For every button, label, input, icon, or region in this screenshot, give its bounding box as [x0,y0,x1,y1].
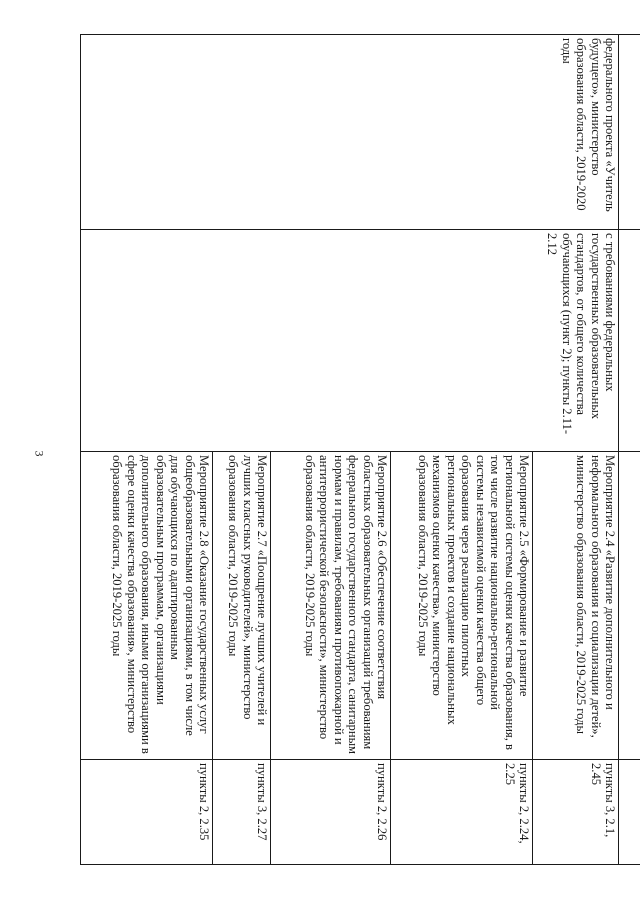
cell-text: пункты 3, 2.27 [255,763,269,841]
measure-cell [533,452,619,760]
points-cell [81,760,213,865]
cell-text: Мероприятие 2.6 «Обеспечение соответствия областных образовательных организаций требованиям федерального государственного стандарта, санитарным нормам и правилам, требованиям противопожарной и антитеррористической безопасности», министерство образования области, 2019-2025 годы [302,455,389,755]
program-table [80,34,640,865]
table-row [533,35,619,865]
points-cell [391,760,533,865]
points-cell [533,760,619,865]
cell-text: пункты 2, 2.24, 2.25 [502,763,531,844]
table-wrapper [82,34,640,864]
measure-cell [391,452,533,760]
page-number: 3 [32,450,47,457]
cell-text: Мероприятие 2.4 «Развитие дополнительного и неформального образования и социализации детей», министерство образования области, 2019-2025 годы [574,455,617,738]
indicator-cell [81,230,619,452]
table-cell [619,452,640,760]
measure-cell [271,452,391,760]
cell-text: Мероприятие 2.7 «Поощрение лучших учителей и лучших классных руководителей», министерство образования области, 2019-2025 годы [226,455,269,726]
cell-text: Мероприятие 2.8 «Оказание государственных услуг общеобразовательными организациями, в том числе для обучающихся по адаптированным образовательным программам, организациями дополнительного образования, иными организациями в сфере оценки качества образования», министерство образования области, 2019-2025 годы [110,455,211,754]
project-cell [81,35,619,230]
table-cell [619,760,640,865]
measure-cell [81,452,213,760]
table-cell [619,35,640,230]
table-cell [619,230,640,452]
cell-text: пункты 2, 2.26 [375,763,389,841]
cell-text: пункты 2, 2.35 [197,763,211,841]
points-cell [213,760,271,865]
cell-text: Мероприятие 2.5 «Формирование и развитие региональной системы оценки качества образования, в том числе развитие национально-региональной системы независимой оценки качества общего образования через реализацию пилотных региональных проектов и создание национальных механизмов оценки качества», министерство образования области, 2019-2025 годы [415,455,531,750]
cell-text: федерального проекта «Учитель будущего», министерство образования области, 2019-2020 годы [559,38,617,212]
measure-cell [213,452,271,760]
cell-text: пункты 3, 2.1, 2.45 [588,763,617,838]
cell-text: с требованиями федеральных государственных образовательных стандартов, от общего количества обучающихся (пункт 2); пункты 2.11-2.12 [545,233,617,435]
table-row [619,35,640,865]
points-cell [271,760,391,865]
